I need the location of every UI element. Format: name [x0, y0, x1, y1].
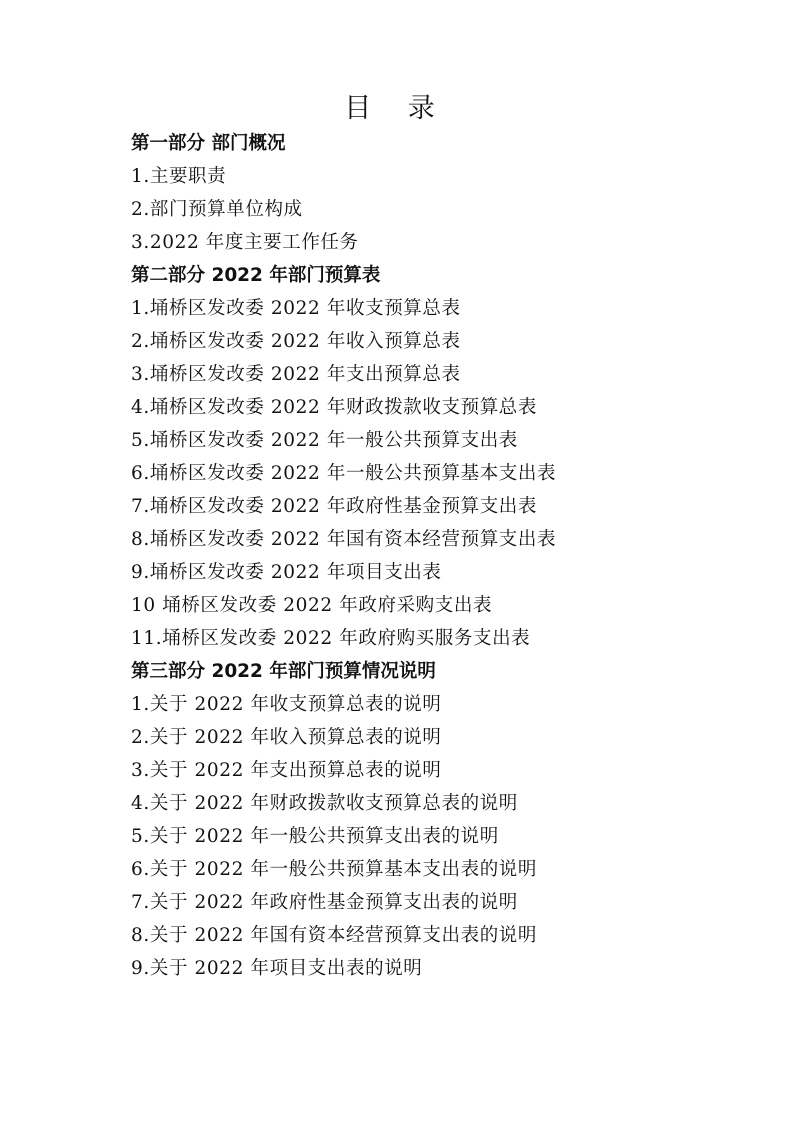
toc-section-3 — [131, 655, 751, 985]
toc-item: 9.关于 2022 年项目支出表的说明 — [131, 958, 423, 979]
toc-section-2 — [131, 259, 751, 655]
toc-item: 9.埇桥区发改委 2022 年项目支出表 — [131, 562, 442, 583]
page-title: 目 录 — [344, 93, 449, 124]
toc-item: 10 埇桥区发改委 2022 年政府采购支出表 — [131, 595, 493, 616]
toc-item: 7.关于 2022 年政府性基金预算支出表的说明 — [131, 892, 518, 913]
table-of-contents — [131, 127, 751, 985]
toc-item: 2.部门预算单位构成 — [131, 199, 303, 220]
toc-item: 6.埇桥区发改委 2022 年一般公共预算基本支出表 — [131, 463, 557, 484]
toc-item: 3.关于 2022 年支出预算总表的说明 — [131, 760, 442, 781]
section-heading: 第二部分 2022 年部门预算表 — [131, 265, 381, 286]
toc-item: 1.埇桥区发改委 2022 年收支预算总表 — [131, 298, 461, 319]
toc-item: 8.埇桥区发改委 2022 年国有资本经营预算支出表 — [131, 529, 557, 550]
toc-item: 2.埇桥区发改委 2022 年收入预算总表 — [131, 331, 461, 352]
toc-item: 5.关于 2022 年一般公共预算支出表的说明 — [131, 826, 499, 847]
toc-item: 6.关于 2022 年一般公共预算基本支出表的说明 — [131, 859, 537, 880]
toc-section-1 — [131, 127, 751, 259]
section-heading: 第三部分 2022 年部门预算情况说明 — [131, 661, 436, 682]
toc-item: 1.关于 2022 年收支预算总表的说明 — [131, 694, 442, 715]
toc-item: 5.埇桥区发改委 2022 年一般公共预算支出表 — [131, 430, 518, 451]
toc-item: 11.埇桥区发改委 2022 年政府购买服务支出表 — [131, 628, 531, 649]
toc-item: 1.主要职责 — [131, 166, 227, 187]
toc-item: 4.关于 2022 年财政拨款收支预算总表的说明 — [131, 793, 518, 814]
toc-item: 2.关于 2022 年收入预算总表的说明 — [131, 727, 442, 748]
toc-item: 7.埇桥区发改委 2022 年政府性基金预算支出表 — [131, 496, 537, 517]
toc-item: 3.埇桥区发改委 2022 年支出预算总表 — [131, 364, 461, 385]
toc-item: 8.关于 2022 年国有资本经营预算支出表的说明 — [131, 925, 537, 946]
toc-item: 4.埇桥区发改委 2022 年财政拨款收支预算总表 — [131, 397, 537, 418]
section-heading: 第一部分 部门概况 — [131, 133, 286, 154]
toc-item: 3.2022 年度主要工作任务 — [131, 232, 359, 253]
